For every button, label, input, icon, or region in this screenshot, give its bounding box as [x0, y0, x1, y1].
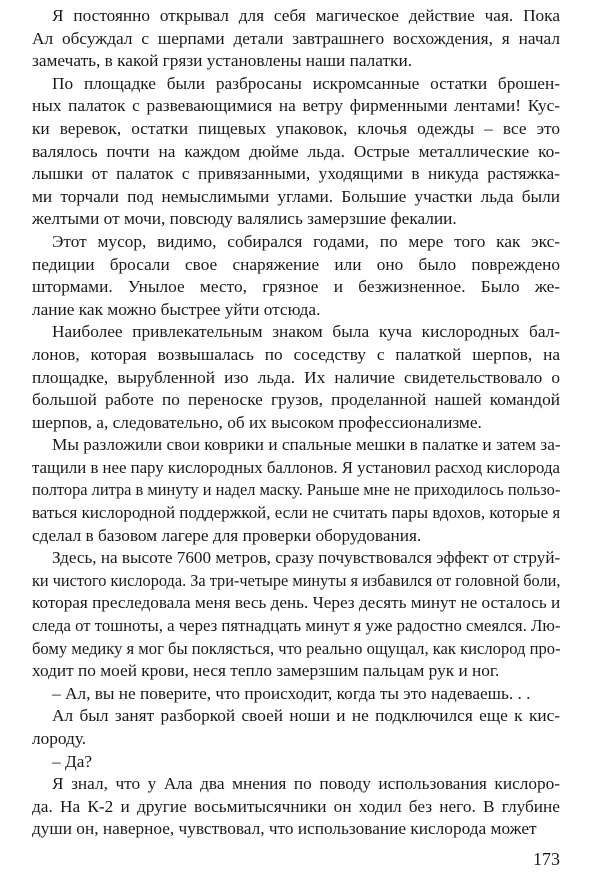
paragraph: [32, 547, 560, 683]
text-line: валялось почти на каждом дюйме льда. Острые металлические ко-: [32, 141, 561, 161]
text-line: ных палаток с развевающимися на ветру фирменными лентами! Кус-: [32, 96, 561, 116]
text-line: Ал был занят разборкой своей ноши и не подключился еще к кис-: [52, 706, 561, 726]
text-line: души он, наверное, чувствовал, что использование кислорода может: [32, 819, 537, 839]
text-line: полтора литра в минуту и надел маску. Раньше мне не приходилось пользо-: [32, 480, 561, 500]
text-line: Этот мусор, видимо, собирался годами, по мере того как экс-: [52, 231, 560, 251]
text-line: Здесь, на высоте 7600 метров, сразу почувствовался эффект от струй-: [52, 548, 561, 568]
paragraph: [32, 705, 560, 750]
paragraph: [32, 683, 560, 706]
text-line: замечать, в какой грязи установлены наши палатки.: [32, 51, 413, 71]
text-line: лышки от палаток с привязанными, уходящими в никуда растяжка-: [32, 164, 560, 184]
text-line: Наиболее привлекательным знаком была куча кислородных бал-: [52, 322, 561, 342]
paragraph: [32, 773, 560, 841]
text-line: следа от тошноты, а через пятнадцать минут я уже радостно смеялся. Лю-: [32, 616, 561, 636]
text-line: Я знал, что у Ала два мнения по поводу использования кислоро-: [52, 774, 561, 794]
text-line: ки веревок, остатки пищевых упаковок, клочья одежды – все это: [32, 118, 560, 138]
text-line: штормами. Унылое место, грязное и безжизненное. Было же-: [32, 277, 561, 297]
text-line: – Ал, вы не поверите, что происходит, когда ты это надеваешь. . .: [52, 683, 531, 703]
text-line: сделал в базовом лагере для проверки оборудования.: [32, 525, 422, 545]
text-line: лонов, которая возвышалась по соседству с палаткой шерпов, на: [32, 344, 561, 364]
text-line: Мы разложили свои коврики и спальные мешки в палатке и затем за-: [52, 435, 561, 455]
text-line: ки чистого кислорода. За три-четыре минуты я избавился от головной боли,: [32, 570, 561, 590]
text-line: большой работе по переноске грузов, проделанной нашей командой: [32, 390, 560, 410]
text-line: тащили в нее пару кислородных баллонов. Я установил расход кислорода: [32, 457, 560, 477]
paragraph: [32, 231, 560, 321]
text-line: шерпов, а, следовательно, об их высоком профессионализме.: [32, 412, 482, 432]
text-line: площадке, вырубленной изо льда. Их наличие свидетельствовало о: [32, 367, 560, 387]
text-line: ваться кислородной поддержкой, если не считать пары вдохов, которые я: [32, 503, 561, 523]
paragraph: [32, 321, 560, 434]
text-line: желтыми от мочи, повсюду валялись замерзшие фекалии.: [32, 209, 457, 229]
paragraph: [32, 73, 560, 231]
text-line: бому медику я мог бы поклясться, что реально ощущал, как кислород про-: [32, 638, 561, 658]
text-line: лание как можно быстрее уйти отсюда.: [32, 299, 321, 319]
text-line: Я постоянно открывал для себя магическое действие чая. Пока: [52, 6, 560, 25]
text-line: – Да?: [52, 751, 93, 771]
paragraph: [32, 751, 560, 774]
paragraph: [32, 5, 560, 73]
text-line: По площадке были разбросаны искромсанные остатки брошен-: [52, 73, 560, 93]
page-number: 173: [533, 849, 560, 869]
text-line: да. На К-2 и другие восьмитысячники он ходил без него. В глубине: [32, 796, 560, 816]
paragraph: [32, 434, 560, 547]
text-line: которая преследовала меня весь день. Через десять минут не осталось и: [32, 593, 561, 613]
text-line: ходит по моей крови, неся тепло замерзшим пальцам рук и ног.: [32, 661, 500, 681]
body-text: [32, 5, 560, 841]
text-line: Ал обсуждал с шерпами детали завтрашнего восхождения, я начал: [32, 28, 560, 48]
text-line: педиции бросали свое снаряжение или оно было повреждено: [32, 254, 561, 274]
text-line: ми торчали под немыслимыми углами. Большие участки льда были: [32, 186, 561, 206]
text-line: лороду.: [32, 729, 87, 748]
